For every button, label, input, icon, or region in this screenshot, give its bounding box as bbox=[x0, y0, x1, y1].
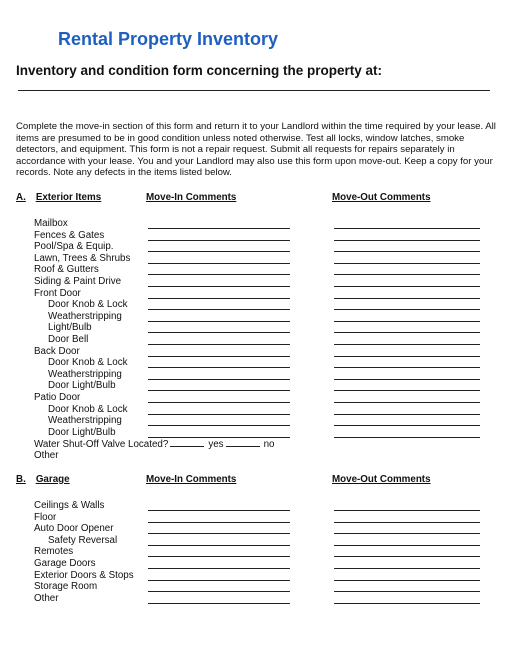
inventory-row bbox=[0, 581, 518, 593]
inventory-row bbox=[0, 311, 518, 323]
water-valve-no-field[interactable] bbox=[226, 438, 260, 447]
item-label: Weatherstripping bbox=[48, 368, 122, 380]
move-in-comment-field[interactable] bbox=[148, 603, 290, 604]
inventory-row bbox=[0, 334, 518, 346]
section-name: Exterior Items bbox=[35, 192, 102, 203]
item-label: Weatherstripping bbox=[48, 415, 122, 427]
inventory-row bbox=[0, 276, 518, 288]
inventory-row bbox=[0, 523, 518, 535]
inventory-row bbox=[0, 415, 518, 427]
item-label: Auto Door Opener bbox=[34, 523, 114, 535]
inventory-row bbox=[0, 427, 518, 439]
item-label: Lawn, Trees & Shrubs bbox=[34, 252, 131, 264]
inventory-row bbox=[0, 264, 518, 276]
item-label: Patio Door bbox=[34, 392, 81, 403]
item-label: Exterior Doors & Stops bbox=[34, 569, 134, 581]
section-header bbox=[0, 474, 518, 488]
inventory-row bbox=[0, 392, 518, 404]
item-label: Safety Reversal bbox=[48, 534, 118, 546]
inventory-row bbox=[0, 357, 518, 369]
item-label: Mailbox bbox=[34, 218, 68, 229]
item-label: Remotes bbox=[34, 546, 74, 558]
inventory-row bbox=[0, 570, 518, 582]
water-valve-yes-label: yes bbox=[208, 439, 224, 451]
other-row bbox=[0, 450, 518, 462]
inventory-row bbox=[0, 546, 518, 558]
water-valve-row bbox=[0, 438, 518, 450]
inventory-row bbox=[0, 512, 518, 524]
form-subtitle: Inventory and condition form concerning the property at: bbox=[16, 63, 383, 78]
item-label: Door Light/Bulb bbox=[48, 426, 116, 438]
move-out-header: Move-Out Comments bbox=[332, 192, 431, 203]
inventory-row bbox=[0, 380, 518, 392]
inventory-row bbox=[0, 535, 518, 547]
section-name: Garage bbox=[35, 474, 70, 485]
item-label: Other bbox=[34, 592, 59, 604]
inventory-row bbox=[0, 558, 518, 570]
item-label: Light/Bulb bbox=[48, 322, 92, 334]
water-valve-question bbox=[34, 438, 274, 450]
inventory-row bbox=[0, 241, 518, 253]
section-header bbox=[0, 192, 518, 206]
move-in-header: Move-In Comments bbox=[146, 474, 237, 485]
move-in-header: Move-In Comments bbox=[146, 192, 237, 203]
inventory-row bbox=[0, 288, 518, 300]
item-label: Siding & Paint Drive bbox=[34, 276, 122, 287]
property-address-field[interactable] bbox=[18, 90, 490, 91]
item-label: Fences & Gates bbox=[34, 229, 105, 241]
item-label: Door Knob & Lock bbox=[48, 299, 128, 311]
section-letter: A. bbox=[16, 192, 26, 203]
section-letter: B. bbox=[16, 474, 26, 485]
item-label: Door Knob & Lock bbox=[48, 403, 128, 415]
water-valve-yes-field[interactable] bbox=[170, 438, 204, 447]
inventory-row bbox=[0, 218, 518, 230]
inventory-row bbox=[0, 404, 518, 416]
item-label: Ceilings & Walls bbox=[34, 500, 105, 511]
item-label: Storage Room bbox=[34, 581, 98, 593]
move-out-comment-field[interactable] bbox=[334, 603, 480, 604]
inventory-row bbox=[0, 230, 518, 242]
item-label: Back Door bbox=[34, 345, 80, 357]
item-label: Pool/Spa & Equip. bbox=[34, 241, 114, 253]
item-label: Weatherstripping bbox=[48, 310, 122, 322]
inventory-row bbox=[0, 593, 518, 605]
item-label: Floor bbox=[34, 511, 57, 523]
move-out-header: Move-Out Comments bbox=[332, 474, 431, 485]
inventory-row bbox=[0, 346, 518, 358]
section-title bbox=[16, 474, 70, 485]
item-label: Door Bell bbox=[48, 334, 89, 345]
inventory-row bbox=[0, 322, 518, 334]
page-title: Rental Property Inventory bbox=[58, 29, 279, 49]
other-label: Other bbox=[34, 450, 59, 461]
item-label: Garage Doors bbox=[34, 558, 96, 569]
water-valve-no-label: no bbox=[263, 439, 275, 451]
item-label: Door Light/Bulb bbox=[48, 380, 116, 392]
inventory-row bbox=[0, 253, 518, 265]
item-label: Door Knob & Lock bbox=[48, 357, 128, 369]
instructions-paragraph: Complete the move-in section of this form and return it to your Landlord within the time required by your lease. All items are presumed to be in good condition unless noted otherwise. Test all locks, window latches, smoke detectors, and equipment. This form is not a repair request. Submit all requests for repairs separately in accordance with your lease. You and your Landlord may also use this form upon move-out. Keep a copy for your records. Note any defects in the items listed below. bbox=[16, 121, 496, 179]
item-label: Roof & Gutters bbox=[34, 264, 99, 276]
inventory-row bbox=[0, 299, 518, 311]
section-title bbox=[16, 192, 101, 203]
water-valve-label: Water Shut-Off Valve Located? bbox=[34, 439, 169, 451]
inventory-row bbox=[0, 369, 518, 381]
item-label: Front Door bbox=[34, 287, 81, 299]
inventory-row bbox=[0, 500, 518, 512]
